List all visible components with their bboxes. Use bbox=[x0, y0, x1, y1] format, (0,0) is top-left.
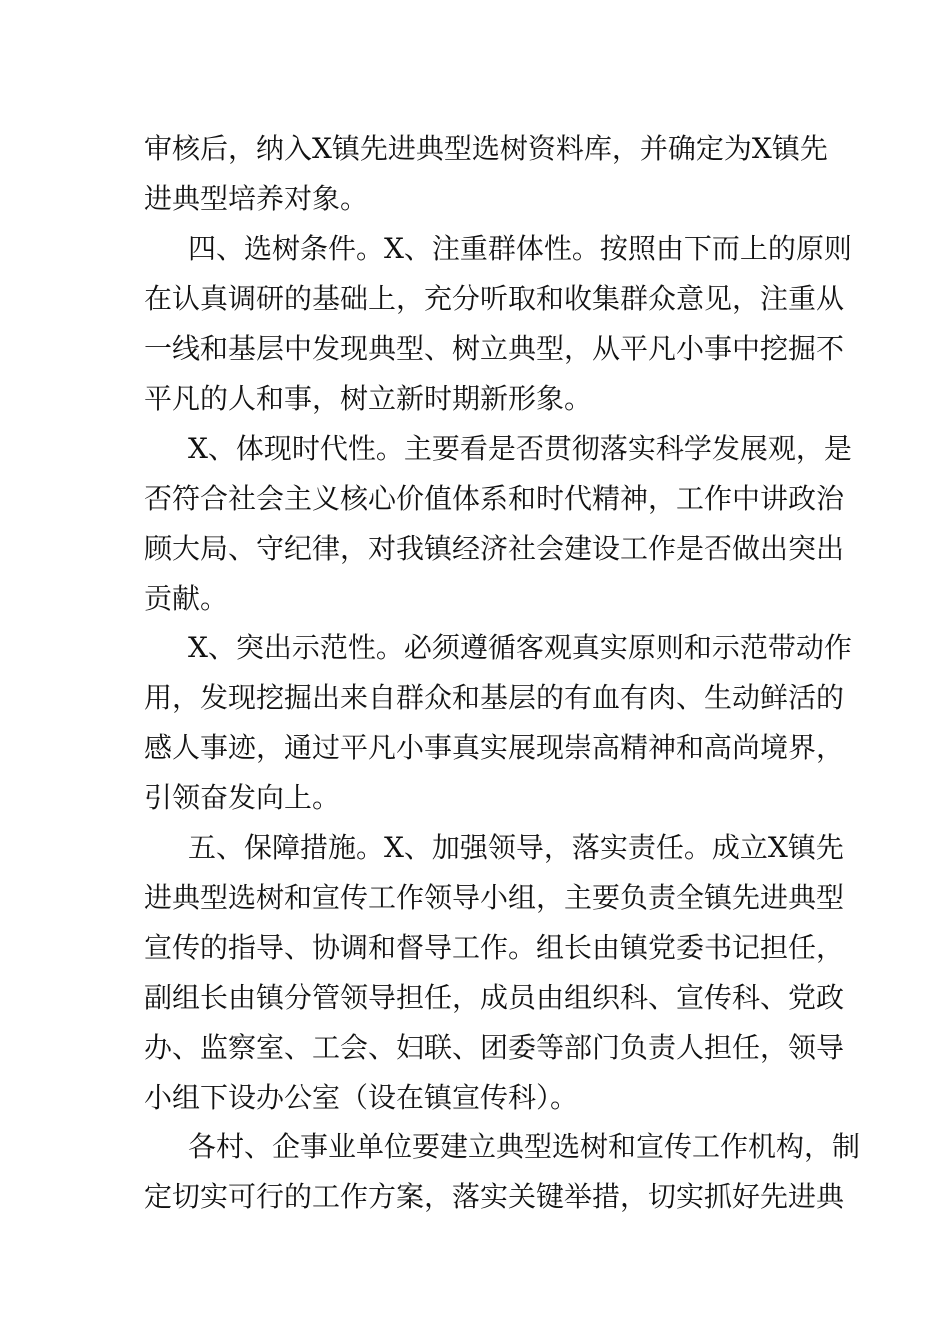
text-line: 定切实可行的工作方案，落实关键举措，切实抓好先进典 bbox=[144, 1180, 845, 1213]
text-line: 顾大局、守纪律，对我镇经济社会建设工作是否做出突出 bbox=[144, 532, 845, 565]
text-line: 感人事迹，通过平凡小事真实展现崇高精神和高尚境界， bbox=[144, 731, 845, 764]
text-line: 办、监察室、工会、妇联、团委等部门负责人担任，领导 bbox=[144, 1031, 845, 1064]
text-line: 各村、企事业单位要建立典型选树和宣传工作机构，制 bbox=[188, 1130, 861, 1163]
text-line: 小组下设办公室（设在镇宣传科）。 bbox=[144, 1081, 579, 1114]
text-line: 用，发现挖掘出来自群众和基层的有血有肉、生动鲜活的 bbox=[144, 681, 845, 714]
text-line: 副组长由镇分管领导担任，成员由组织科、宣传科、党政 bbox=[144, 981, 845, 1014]
text-line: X、突出示范性。必须遵循客观真实原则和示范带动作 bbox=[188, 631, 852, 664]
text-line: 贡献。 bbox=[144, 582, 229, 615]
text-line: 审核后，纳入X镇先进典型选树资料库，并确定为X镇先 bbox=[144, 132, 828, 165]
text-line: 引领奋发向上。 bbox=[144, 781, 341, 814]
text-line: X、体现时代性。主要看是否贯彻落实科学发展观，是 bbox=[188, 432, 852, 465]
text-line: 在认真调研的基础上，充分听取和收集群众意见，注重从 bbox=[144, 282, 845, 315]
text-line: 一线和基层中发现典型、树立典型，从平凡小事中挖掘不 bbox=[144, 332, 845, 365]
text-line: 否符合社会主义核心价值体系和时代精神，工作中讲政治 bbox=[144, 482, 845, 515]
text-line: 宣传的指导、协调和督导工作。组长由镇党委书记担任， bbox=[144, 931, 845, 964]
text-line: 进典型培养对象。 bbox=[144, 182, 369, 215]
text-line: 进典型选树和宣传工作领导小组，主要负责全镇先进典型 bbox=[144, 881, 845, 914]
text-line: 四、选树条件。X、注重群体性。按照由下而上的原则 bbox=[188, 232, 852, 265]
text-line: 平凡的人和事，树立新时期新形象。 bbox=[144, 382, 593, 415]
text-line: 五、保障措施。X、加强领导，落实责任。成立X镇先 bbox=[188, 831, 844, 864]
